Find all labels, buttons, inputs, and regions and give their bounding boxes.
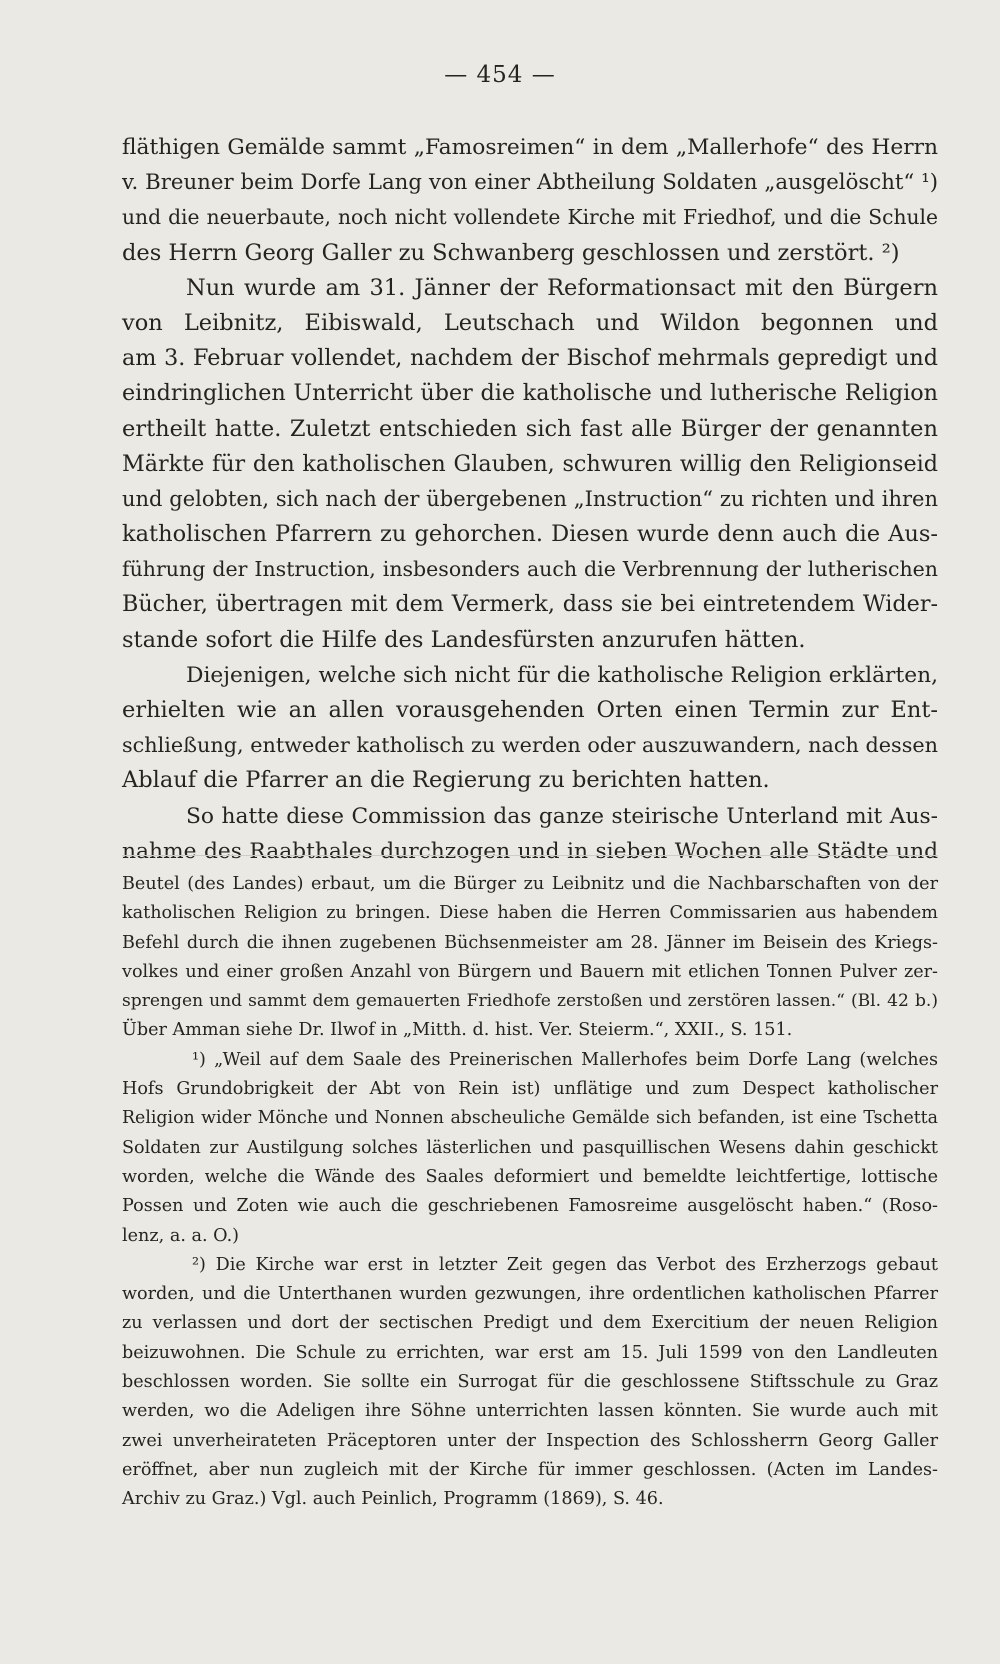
text-line: führung der Instruction, insbesonders auch die Verbrennung der lutherischen bbox=[122, 557, 938, 582]
text-line: des Herrn Georg Galler zu Schwanberg geschlossen und zerstört. ²) bbox=[122, 239, 900, 266]
footnote-line: Possen und Zoten wie auch die geschriebenen Famosreime ausgelöscht haben.“ (Roso- bbox=[122, 1196, 938, 1217]
footnote-line: katholischen Religion zu bringen. Diese haben die Herren Commissarien aus habendem bbox=[122, 903, 938, 924]
footnote-line: worden, welche die Wände des Saales deformiert und bemeldte leichtfertige, lottische bbox=[122, 1166, 938, 1187]
footnote-line: Religion wider Mönche und Nonnen abscheuliche Gemälde sich befanden, ist eine Tschetta bbox=[122, 1108, 938, 1129]
text-line: ertheilt hatte. Zuletzt entschieden sich fast alle Bürger der genannten bbox=[122, 415, 938, 442]
text-line: schließung, entweder katholisch zu werden oder auszuwandern, nach dessen bbox=[122, 733, 938, 758]
text-line: am 3. Februar vollendet, nachdem der Bischof mehrmals gepredigt und bbox=[122, 345, 938, 372]
footnote-line: sprengen und sammt dem gemauerten Friedhofe zerstoßen und zerstören lassen.“ (Bl. 42 b.) bbox=[122, 991, 938, 1012]
footnote-line: Über Amman siehe Dr. Ilwof in „Mitth. d. hist. Ver. Steierm.“, XXII., S. 151. bbox=[122, 1020, 793, 1041]
text-line: Diejenigen, welche sich nicht für die katholische Religion erklärten, bbox=[186, 662, 938, 688]
text-line: v. Breuner beim Dorfe Lang von einer Abtheilung Soldaten „ausgelöscht“ ¹) bbox=[122, 170, 938, 196]
footnote-line: zwei unverheirateten Präceptoren unter der Inspection des Schlossherrn Georg Galler bbox=[122, 1430, 938, 1451]
footnote-line: ¹) „Weil auf dem Saale des Preinerischen Mallerhofes beim Dorfe Lang (welches bbox=[192, 1049, 938, 1070]
footnote-line: Soldaten zur Austilgung solches lästerlichen und pasquillischen Wesens dahin geschickt bbox=[122, 1137, 938, 1158]
footnote-line: Befehl durch die ihnen zugebenen Büchsenmeister am 28. Jänner im Beisein des Kriegs- bbox=[122, 932, 938, 953]
footnote-line: zu verlassen und dort der sectischen Predigt und dem Exercitium der neuen Religion bbox=[122, 1313, 938, 1334]
text-line: eindringlichen Unterricht über die katholische und lutherische Religion bbox=[122, 380, 938, 407]
footnote-line: ²) Die Kirche war erst in letzter Zeit gegen das Verbot des Erzherzogs gebaut bbox=[192, 1254, 938, 1275]
footnote-line: worden, und die Unterthanen wurden gezwungen, ihre ordentlichen katholischen Pfarrer bbox=[122, 1284, 938, 1305]
footnote-line: lenz, a. a. O.) bbox=[122, 1225, 240, 1246]
text-line: und gelobten, sich nach der übergebenen „Instruction“ zu richten und ihren bbox=[122, 486, 938, 511]
footnote-line: Hofs Grundobrigkeit der Abt von Rein ist) unflätige und zum Despect katholischer bbox=[122, 1079, 938, 1100]
text-line: und die neuerbaute, noch nicht vollendete Kirche mit Friedhof, und die Schule bbox=[122, 205, 938, 230]
footnote-line: eröffnet, aber nun zugleich mit der Kirche für immer geschlossen. (Acten im Landes- bbox=[122, 1459, 938, 1480]
footnote-line: Beutel (des Landes) erbaut, um die Bürger zu Leibnitz und die Nachbarschaften von der bbox=[122, 874, 938, 894]
text-line: von Leibnitz, Eibiswald, Leutschach und Wildon begonnen und bbox=[122, 309, 938, 336]
text-line: fläthigen Gemälde sammt „Famosreimen“ in dem „Mallerhofe“ des Herrn bbox=[122, 135, 938, 160]
text-line: stande sofort die Hilfe des Landesfürsten anzurufen hätten. bbox=[122, 626, 806, 653]
text-line: So hatte diese Commission das ganze steirische Unterland mit Aus- bbox=[186, 803, 938, 829]
footnote-line: werden, wo die Adeligen ihre Söhne unterrichten lassen könnten. Sie wurde auch mit bbox=[122, 1401, 938, 1422]
footnote-line: beschlossen worden. Sie sollte ein Surrogat für die geschlossene Stiftsschule zu Graz bbox=[122, 1372, 938, 1393]
footnote-line: volkes und einer großen Anzahl von Bürgern und Bauern mit etlichen Tonnen Pulver zer- bbox=[122, 961, 938, 982]
text-line: Bücher, übertragen mit dem Vermerk, dass sie bei eintretendem Wider- bbox=[122, 591, 938, 618]
text-line: Märkte für den katholischen Glauben, schwuren willig den Religionseid bbox=[122, 450, 938, 477]
page-number: — 454 — bbox=[444, 62, 556, 88]
text-line: katholischen Pfarrern zu gehorchen. Diesen wurde denn auch die Aus- bbox=[122, 521, 938, 548]
footnote-line: beizuwohnen. Die Schule zu errichten, war erst am 15. Juli 1599 von den Landleuten bbox=[122, 1342, 938, 1363]
footnote-divider bbox=[122, 855, 938, 856]
main-text bbox=[122, 130, 938, 869]
text-line: Ablauf die Pfarrer an die Regierung zu berichten hatten. bbox=[122, 767, 770, 794]
text-line: Nun wurde am 31. Jänner der Reformationsact mit den Bürgern bbox=[186, 274, 938, 301]
text-line: erhielten wie an allen vorausgehenden Orten einen Termin zur Ent- bbox=[122, 697, 938, 723]
footnotes bbox=[122, 870, 938, 1515]
footnote-line: Archiv zu Graz.) Vgl. auch Peinlich, Programm (1869), S. 46. bbox=[122, 1489, 664, 1510]
text-line: nahme des Raabthales durchzogen und in sieben Wochen alle Städte und bbox=[122, 838, 938, 864]
